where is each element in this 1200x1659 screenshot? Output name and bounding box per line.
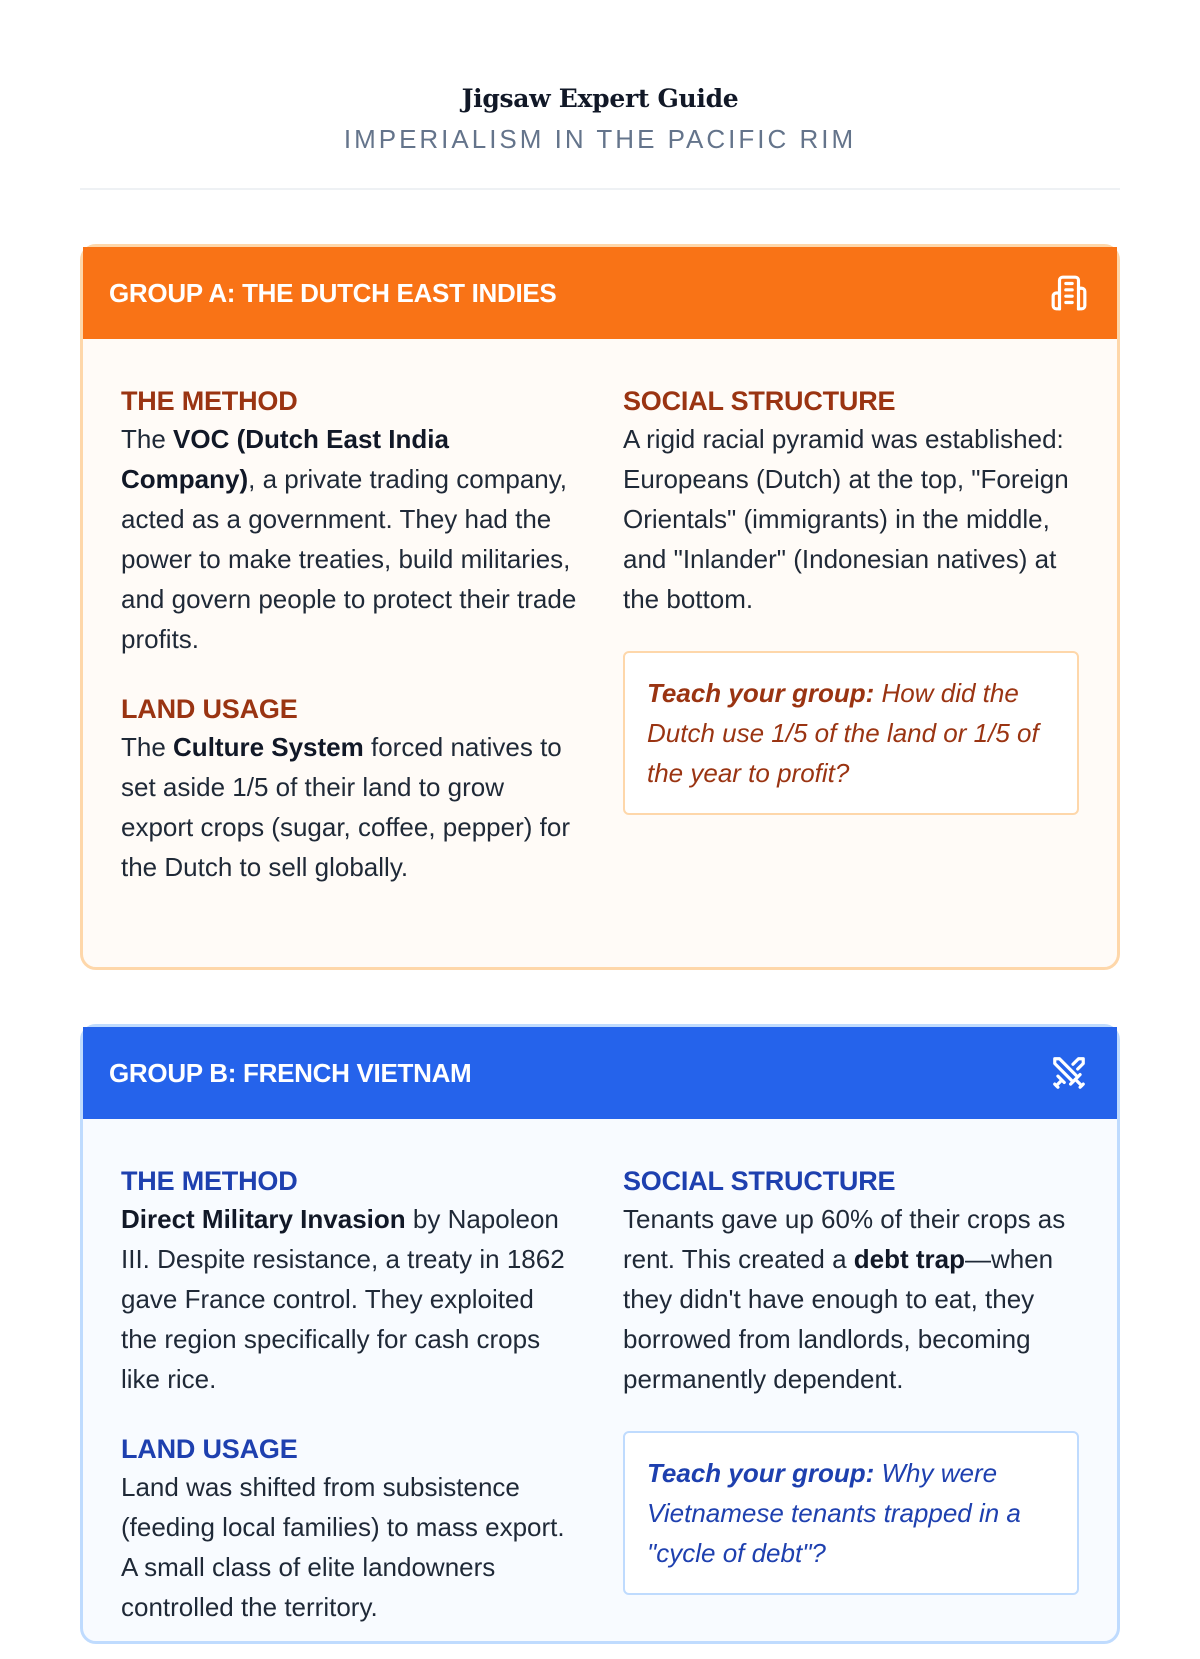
group-b-land-usage — [121, 1431, 577, 1627]
method-text: Direct Military Invasion by Napoleon III. Despite resistance, a treaty in 1862 gave France control. They exploited the region specifically for cash crops like rice. — [121, 1204, 565, 1394]
land-usage-heading: LAND USAGE — [121, 1434, 298, 1464]
group-a-land-usage — [121, 691, 577, 887]
land-usage-heading: LAND USAGE — [121, 694, 298, 724]
method-text: The VOC (Dutch East India Company), a private trading company, acted as a government. They had the power to make treaties, build militaries, and govern people to protect their trade profits. — [121, 424, 577, 654]
guide-header — [80, 0, 1120, 190]
group-a-right-column — [623, 383, 1079, 919]
group-b-body — [83, 1119, 1117, 1659]
group-b-header — [83, 1027, 1117, 1119]
group-b-left-column — [121, 1163, 577, 1659]
crossed-swords-icon — [1049, 1053, 1089, 1093]
teach-question: How did the Dutch use 1/5 of the land or 1/5 of the year to profit? — [647, 678, 1039, 788]
group-b-method — [121, 1163, 577, 1399]
social-structure-text: A rigid racial pyramid was established: Europeans (Dutch) at the top, "Foreign Orientals" (immigrants) in the middle, and "Inlander" (Indonesian natives) at the bottom. — [623, 424, 1069, 614]
group-b-title: GROUP B: FRENCH VIETNAM — [109, 1057, 472, 1088]
social-structure-heading: SOCIAL STRUCTURE — [623, 1166, 896, 1196]
group-a-left-column — [121, 383, 577, 919]
group-b-social-structure — [623, 1163, 1079, 1399]
social-structure-text: Tenants gave up 60% of their crops as rent. This created a debt trap—when they didn't have enough to eat, they borrowed from landlords, becoming permanently dependent. — [623, 1204, 1066, 1394]
group-a-method — [121, 383, 577, 659]
guide-title: Jigsaw Expert Guide — [461, 84, 739, 113]
group-a-body — [83, 339, 1117, 919]
group-b-right-column — [623, 1163, 1079, 1659]
group-a-teach-prompt — [623, 651, 1079, 815]
teach-question: Why were Vietnamese tenants trapped in a "cycle of debt"? — [647, 1458, 1021, 1568]
method-heading: THE METHOD — [121, 1166, 298, 1196]
teach-label: Teach your group: — [647, 678, 875, 708]
group-b-card — [80, 1024, 1120, 1644]
group-a-social-structure — [623, 383, 1079, 619]
group-b-teach-prompt — [623, 1431, 1079, 1595]
group-a-title: GROUP A: THE DUTCH EAST INDIES — [109, 277, 557, 308]
social-structure-heading: SOCIAL STRUCTURE — [623, 386, 896, 416]
method-heading: THE METHOD — [121, 386, 298, 416]
group-a-header — [83, 247, 1117, 339]
land-usage-text: Land was shifted from subsistence (feeding local families) to mass export. A small class of elite landowners controlled the territory. — [121, 1472, 565, 1622]
teach-label: Teach your group: — [647, 1458, 875, 1488]
group-a-card — [80, 244, 1120, 970]
land-usage-text: The Culture System forced natives to set aside 1/5 of their land to grow export crops (sugar, coffee, pepper) for the Dutch to sell globally. — [121, 732, 570, 882]
guide-subtitle: IMPERIALISM IN THE PACIFIC RIM — [343, 124, 857, 154]
building-icon — [1049, 273, 1089, 313]
